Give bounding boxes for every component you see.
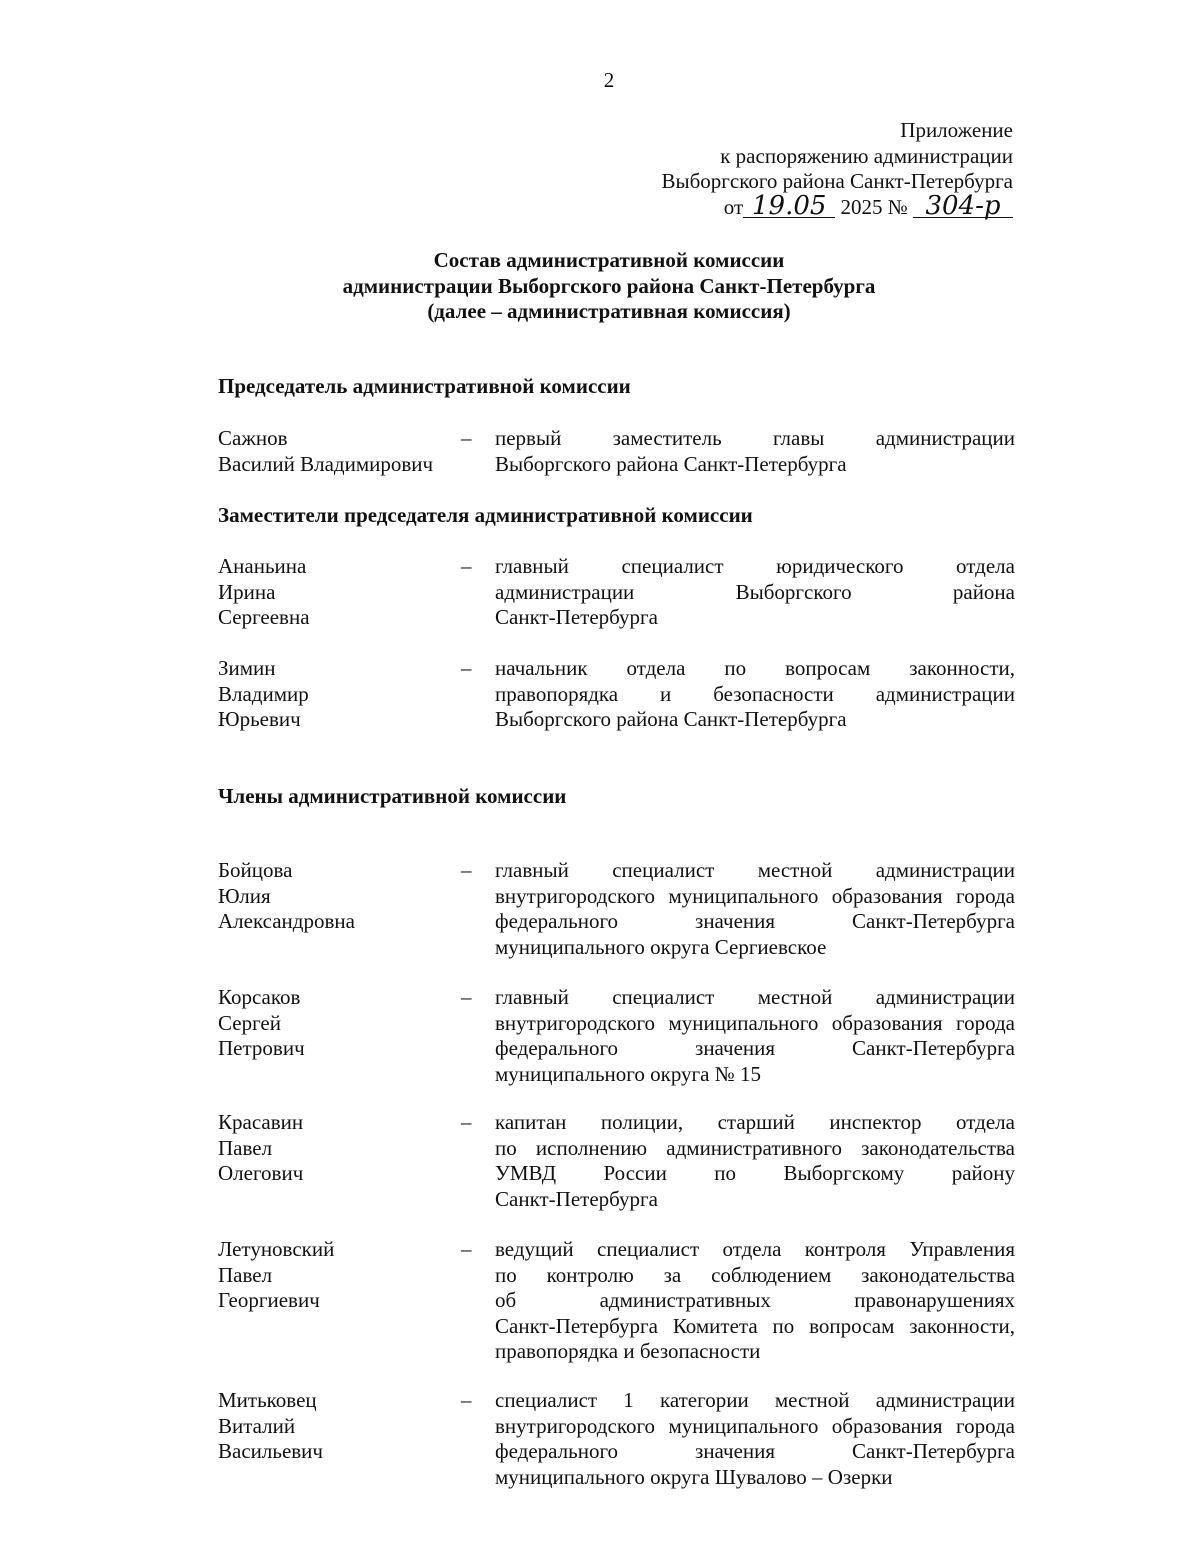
member-first-name: Сергей	[218, 1010, 281, 1035]
position-line: Выборгского района Санкт-Петербурга	[495, 707, 847, 731]
member-patronymic: Александровна	[218, 909, 355, 933]
dash-separator: –	[461, 1110, 472, 1134]
position-line: специалист 1 категории местной администрации	[495, 1388, 1015, 1412]
position-line: Санкт-Петербурга Комитета по вопросам законности,	[495, 1313, 1015, 1338]
position-line: главный специалист местной администрации	[495, 985, 1015, 1009]
appendix-line-1: Приложение	[900, 118, 1013, 142]
position-line: начальник отдела по вопросам законности,	[495, 656, 1015, 680]
position-line: муниципального округа Сергиевское	[495, 934, 827, 959]
position-line: внутригородского муниципального образования города	[495, 1010, 1015, 1035]
position-line: об административных правонарушениях	[495, 1288, 1015, 1312]
member-patronymic: Васильевич	[218, 1439, 323, 1463]
member-name	[218, 554, 458, 631]
member-name	[218, 656, 458, 733]
dash-separator: –	[461, 1237, 472, 1261]
position-line: Санкт-Петербурга	[495, 605, 658, 629]
position-line: по исполнению административного законодательства	[495, 1135, 1015, 1160]
member-patronymic: Олегович	[218, 1161, 304, 1185]
title-line-1: Состав административной комиссии	[433, 248, 785, 272]
member-patronymic: Петрович	[218, 1036, 305, 1060]
position-line: ведущий специалист отдела контроля Управления	[495, 1237, 1015, 1261]
member-name	[218, 985, 458, 1062]
position-line: капитан полиции, старший инспектор отдела	[495, 1110, 1015, 1134]
member-patronymic: Сергеевна	[218, 605, 310, 629]
dash-separator: –	[461, 426, 472, 450]
position-line: администрации Выборгского района	[495, 579, 1015, 604]
member-surname: Летуновский	[218, 1237, 335, 1261]
appendix-block	[661, 118, 1013, 220]
member-surname: Зимин	[218, 656, 276, 680]
member-name	[218, 1388, 458, 1465]
position-line: правопорядка и безопасности администрации	[495, 681, 1015, 706]
member-surname: Корсаков	[218, 985, 301, 1009]
member-first-name: Василий Владимирович	[218, 451, 434, 476]
position-line: главный специалист местной администрации	[495, 858, 1015, 882]
member-surname: Бойцова	[218, 858, 293, 882]
position-line: муниципального округа Шувалово – Озерки	[495, 1464, 893, 1489]
member-first-name: Юлия	[218, 883, 271, 908]
dash-separator: –	[461, 985, 472, 1009]
appendix-date-line	[661, 190, 1013, 221]
member-first-name: Ирина	[218, 579, 276, 604]
position-line: по контролю за соблюдением законодательства	[495, 1262, 1015, 1287]
date-prefix: от	[723, 194, 744, 219]
position-line: первый заместитель главы администрации	[495, 426, 1015, 450]
title-line-3: (далее – административная комиссия)	[427, 299, 791, 323]
dash-separator: –	[461, 858, 472, 882]
position-line: главный специалист юридического отдела	[495, 554, 1015, 578]
member-name	[218, 1237, 458, 1314]
position-line: внутригородского муниципального образования города	[495, 883, 1015, 908]
member-patronymic: Юрьевич	[218, 707, 301, 731]
member-position	[495, 985, 1015, 1087]
title-line-2: администрации Выборгского района Санкт-Петербурга	[342, 273, 876, 298]
member-position	[495, 656, 1015, 733]
member-patronymic: Георгиевич	[218, 1288, 320, 1312]
position-line: УМВД России по Выборгскому району	[495, 1161, 1015, 1185]
position-line: правопорядка и безопасности	[495, 1339, 761, 1363]
handwritten-number: 304-р	[913, 195, 1013, 218]
dash-separator: –	[461, 554, 472, 578]
member-first-name: Владимир	[218, 681, 309, 706]
member-first-name: Виталий	[218, 1413, 296, 1438]
page-number: 2	[603, 68, 615, 92]
position-line: Санкт-Петербурга	[495, 1186, 658, 1211]
position-line: федерального значения Санкт-Петербурга	[495, 1439, 1015, 1463]
member-name	[218, 426, 458, 477]
member-name	[218, 1110, 458, 1187]
dash-separator: –	[461, 656, 472, 680]
member-surname: Ананьина	[218, 554, 307, 578]
member-surname: Красавин	[218, 1110, 304, 1134]
member-position	[495, 426, 1015, 477]
year-text: 2025 №	[840, 194, 908, 219]
member-position	[495, 1388, 1015, 1490]
position-line: муниципального округа № 15	[495, 1061, 762, 1086]
section-heading-deputies: Заместители председателя административной комиссии	[218, 503, 753, 527]
appendix-line-3: Выборгского района Санкт-Петербурга	[661, 169, 1013, 193]
member-name	[218, 858, 458, 935]
section-heading-members: Члены административной комиссии	[218, 784, 567, 808]
member-position	[495, 858, 1015, 960]
section-heading-chairman: Председатель административной комиссии	[218, 374, 631, 398]
position-line: федерального значения Санкт-Петербурга	[495, 909, 1015, 933]
member-position	[495, 1237, 1015, 1365]
member-surname: Митьковец	[218, 1388, 317, 1412]
dash-separator: –	[461, 1388, 472, 1412]
position-line: внутригородского муниципального образования города	[495, 1413, 1015, 1438]
position-line: Выборгского района Санкт-Петербурга	[495, 451, 847, 476]
member-position	[495, 1110, 1015, 1212]
member-first-name: Павел	[218, 1135, 273, 1160]
handwritten-date: 19.05	[743, 195, 835, 218]
document-title	[0, 248, 1200, 325]
position-line: федерального значения Санкт-Петербурга	[495, 1036, 1015, 1060]
appendix-line-2: к распоряжению администрации	[720, 143, 1013, 168]
member-surname: Сажнов	[218, 426, 288, 450]
member-position	[495, 554, 1015, 631]
member-first-name: Павел	[218, 1262, 273, 1287]
